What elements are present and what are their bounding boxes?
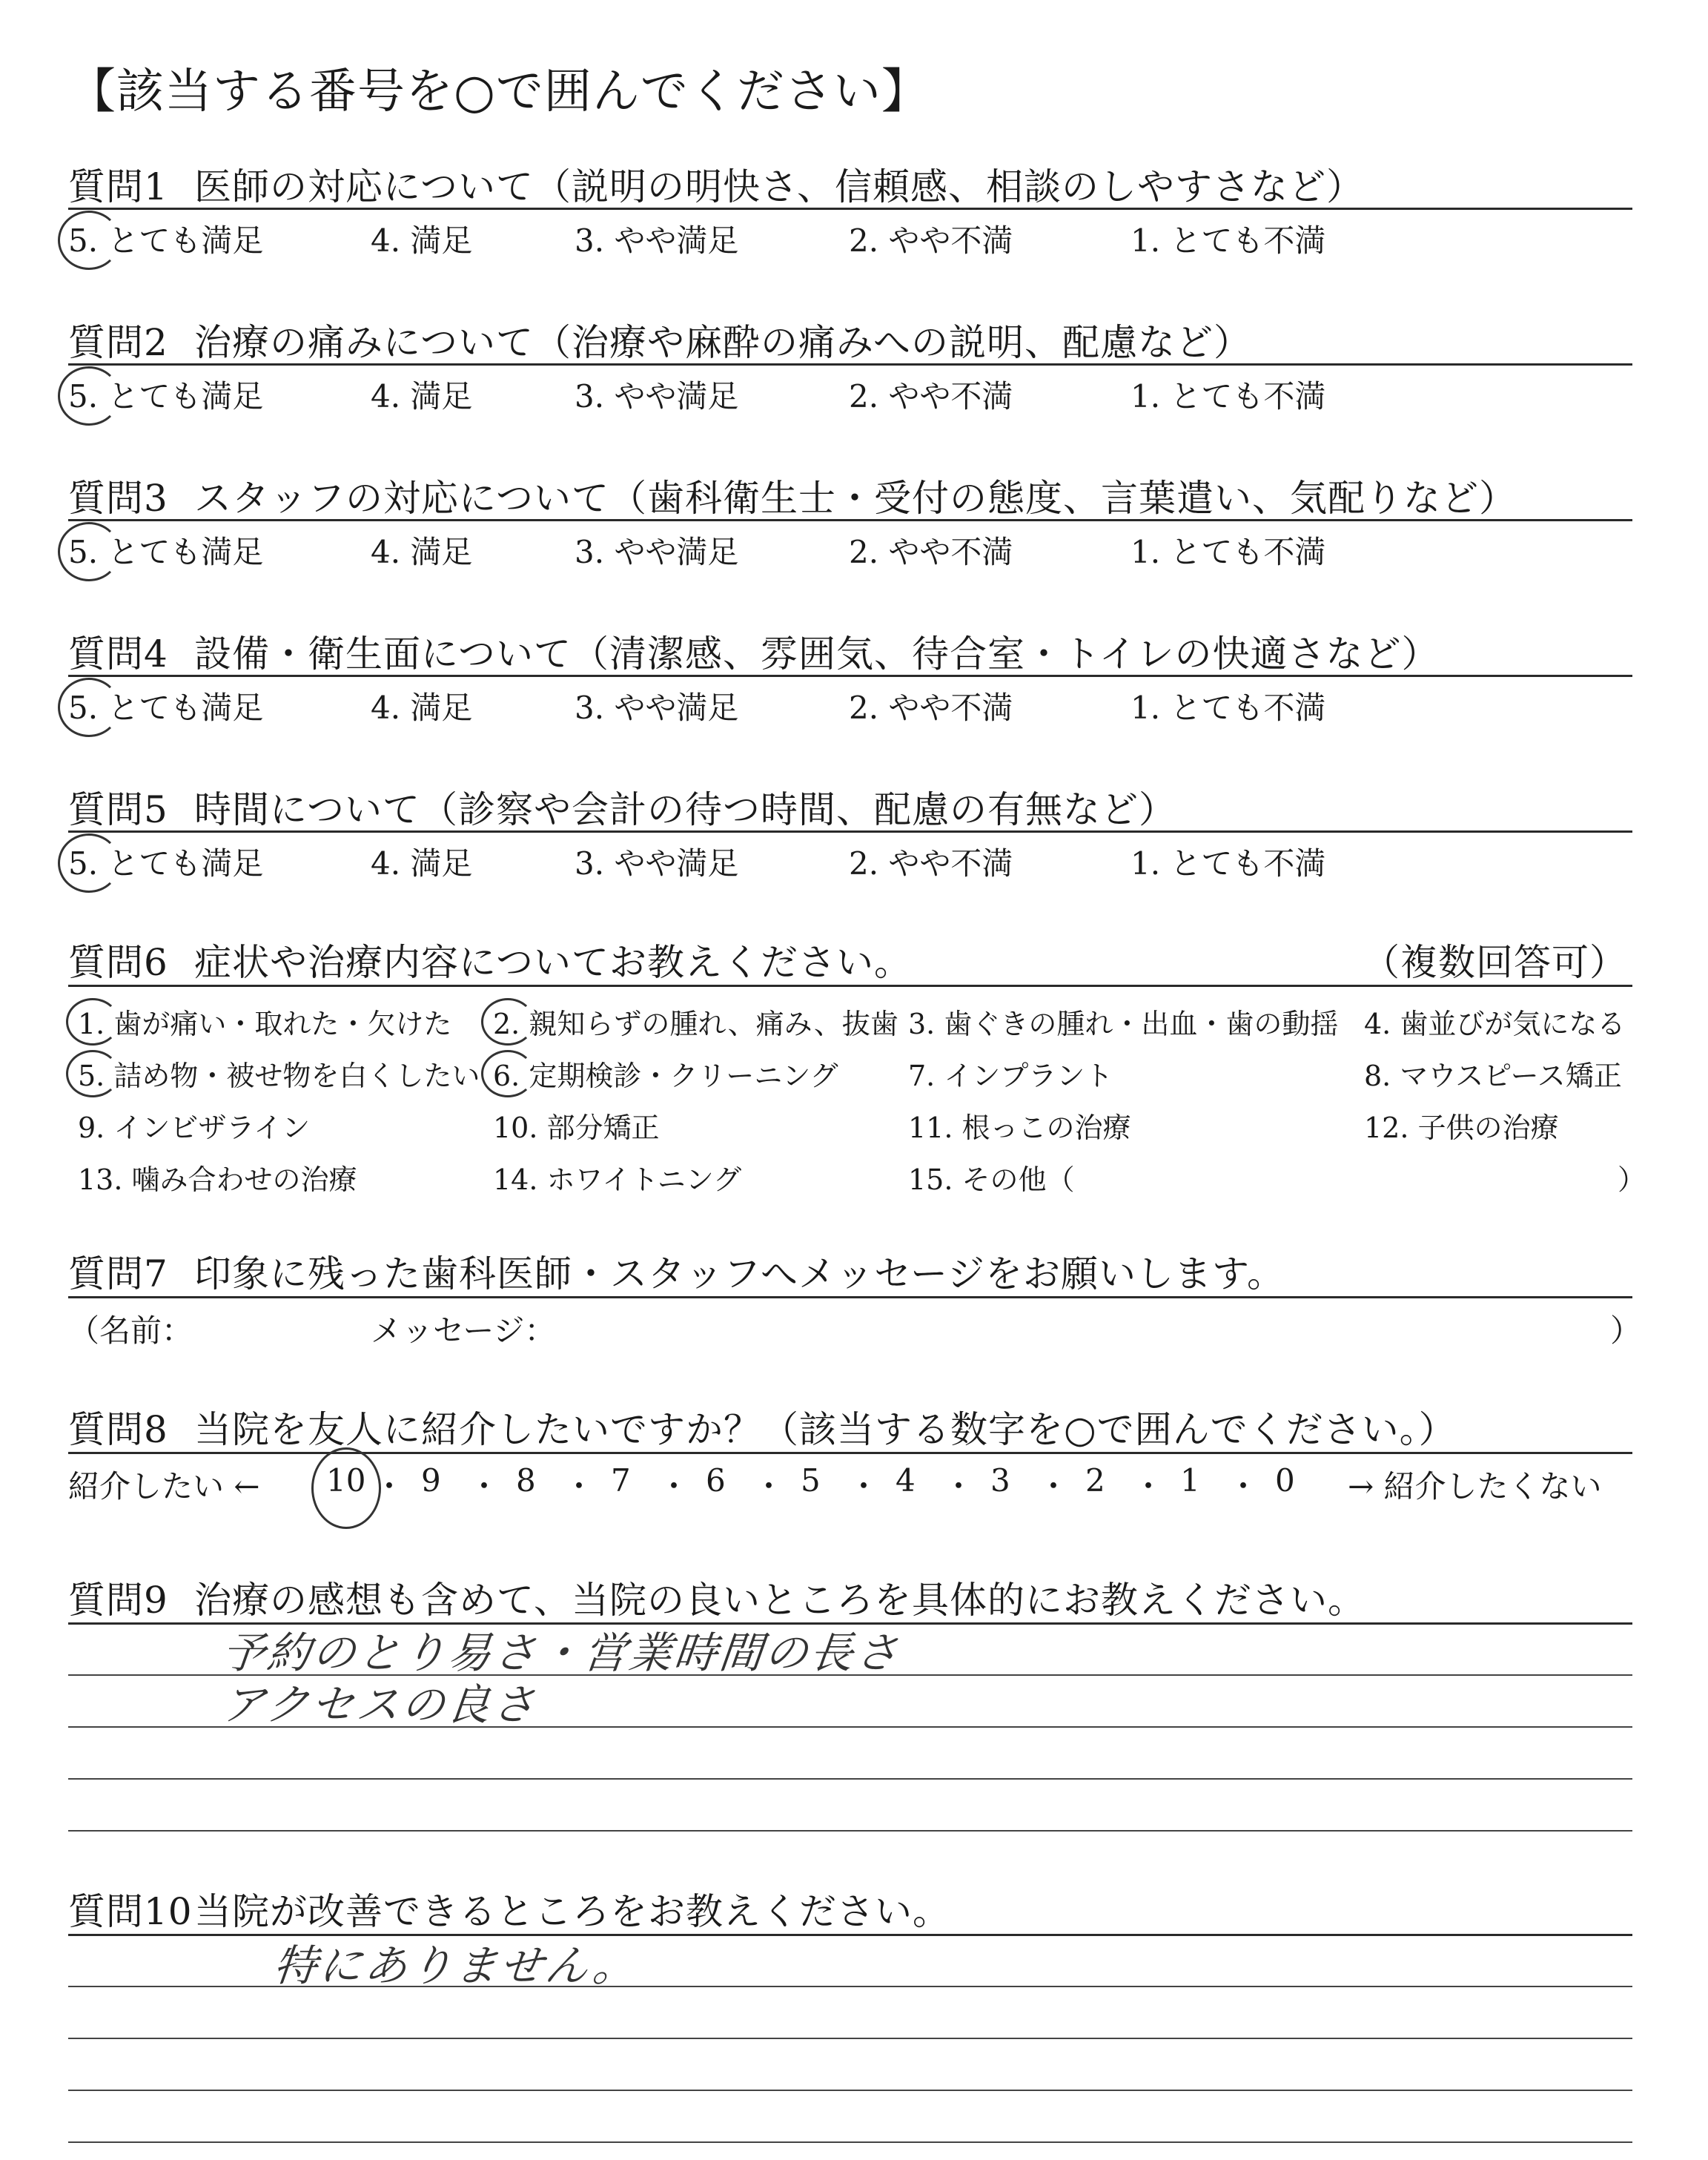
q5-option-2[interactable]: 2. やや不満	[849, 845, 1013, 882]
q6-option-10[interactable]: 10. 部分矯正	[493, 1112, 660, 1144]
q3-option-5[interactable]: 5. とても満足	[68, 534, 264, 570]
q9-line-5	[68, 1830, 1632, 1832]
q1-label: 質問1	[68, 165, 168, 208]
q9-answer-line-1: 予約のとり易さ・営業時間の長さ	[219, 1628, 904, 1678]
q1-option-3[interactable]: 3. やや満足	[575, 222, 739, 259]
q4-label: 質問4	[68, 633, 168, 676]
q3-rule	[68, 519, 1632, 521]
q7-label: 質問7	[68, 1252, 168, 1295]
q2-option-3[interactable]: 3. やや満足	[575, 378, 739, 415]
q2-label: 質問2	[68, 321, 168, 364]
q6-selection-circle-2	[481, 998, 534, 1046]
q10-answer-line-1: 特にありません。	[271, 1941, 641, 1991]
q4-option-4[interactable]: 4. 満足	[371, 690, 473, 726]
q2-option-1[interactable]: 1. とても不満	[1131, 378, 1326, 415]
q9-answer-line-2: アクセスの良さ	[219, 1680, 540, 1730]
q6-other-close: ）	[1618, 1163, 1646, 1196]
q1-rule	[68, 208, 1632, 210]
q8-scale-dot: ・	[658, 1468, 690, 1505]
q2-option-5[interactable]: 5. とても満足	[68, 378, 264, 415]
q5-text: 時間について（診察や会計の待つ時間、配慮の有無など）	[194, 788, 1176, 831]
q4-text: 設備・衛生面について（清潔感、雰囲気、待合室・トイレの快適さなど）	[194, 633, 1440, 676]
q3-heading	[68, 469, 1517, 522]
q6-option-9[interactable]: 9. インビザライン	[78, 1112, 311, 1144]
q1-option-1[interactable]: 1. とても不満	[1131, 222, 1326, 259]
q8-scale-dot: ・	[848, 1468, 880, 1505]
q5-option-5[interactable]: 5. とても満足	[68, 845, 264, 882]
q9-text: 治療の感想も含めて、当院の良いところを具体的にお教えください。	[194, 1579, 1366, 1622]
q7-heading	[68, 1244, 1285, 1298]
q6-option-12[interactable]: 12. 子供の治療	[1364, 1112, 1559, 1144]
q7-rule	[68, 1296, 1632, 1298]
q6-option-7[interactable]: 7. インプラント	[908, 1060, 1113, 1092]
q6-label: 質問6	[68, 941, 168, 984]
page-title: 【該当する番号を○で囲んでください】	[68, 65, 930, 119]
q8-text: 当院を友人に紹介したいですか？（該当する数字を○で囲んでください。）	[194, 1408, 1457, 1451]
q1-heading	[68, 157, 1364, 211]
q4-rule	[68, 675, 1632, 677]
q2-rule	[68, 363, 1632, 366]
q6-option-11[interactable]: 11. 根っこの治療	[908, 1112, 1131, 1144]
q3-option-1[interactable]: 1. とても不満	[1131, 534, 1326, 570]
q6-heading	[68, 933, 912, 986]
q5-label: 質問5	[68, 788, 168, 831]
q8-selection-circle	[311, 1447, 381, 1529]
q8-scale-3[interactable]: 3	[990, 1462, 1010, 1499]
q3-label: 質問3	[68, 477, 168, 520]
q5-option-1[interactable]: 1. とても不満	[1131, 845, 1326, 882]
q8-scale-5[interactable]: 5	[801, 1462, 821, 1499]
q6-option-13[interactable]: 13. 噛み合わせの治療	[78, 1163, 357, 1196]
q2-text: 治療の痛みについて（治療や麻酔の痛みへの説明、配慮など）	[194, 321, 1251, 364]
q1-text: 医師の対応について（説明の明快さ、信頼感、相談のしやすさなど）	[194, 165, 1364, 208]
q1-option-5[interactable]: 5. とても満足	[68, 222, 264, 259]
q6-option-14[interactable]: 14. ホワイトニング	[493, 1163, 742, 1196]
q4-option-5[interactable]: 5. とても満足	[68, 690, 264, 726]
q8-label: 質問8	[68, 1408, 168, 1451]
q8-right-label: → 紹介したくない	[1348, 1468, 1602, 1505]
q5-selection-circle	[58, 833, 120, 893]
q7-name-label: （名前：	[68, 1312, 193, 1349]
q8-heading	[68, 1400, 1457, 1453]
q3-selection-circle	[58, 522, 120, 581]
q8-scale-dot: ・	[753, 1468, 785, 1505]
q2-heading	[68, 313, 1251, 366]
q6-option-15[interactable]: 15. その他（	[908, 1163, 1075, 1196]
q6-option-3[interactable]: 3. 歯ぐきの腫れ・出血・歯の動揺	[908, 1008, 1339, 1040]
q6-option-4[interactable]: 4. 歯並びが気になる	[1364, 1008, 1626, 1040]
q1-selection-circle	[58, 211, 120, 270]
q2-selection-circle	[58, 366, 120, 426]
q10-text: 当院が改善できるところをお教えください。	[194, 1890, 950, 1933]
q5-option-4[interactable]: 4. 満足	[371, 845, 473, 882]
q8-scale-10[interactable]: 10	[326, 1462, 366, 1499]
q8-scale-1[interactable]: 1	[1180, 1462, 1200, 1499]
q3-option-2[interactable]: 2. やや不満	[849, 534, 1013, 570]
q5-option-3[interactable]: 3. やや満足	[575, 845, 739, 882]
q6-rule	[68, 985, 1632, 987]
q6-option-1[interactable]: 1. 歯が痛い・取れた・欠けた	[78, 1008, 452, 1040]
q6-selection-circle-1	[66, 998, 119, 1046]
q1-option-4[interactable]: 4. 満足	[371, 222, 473, 259]
q6-note: （複数回答可）	[1363, 941, 1627, 984]
q9-line-4	[68, 1778, 1632, 1780]
q6-selection-circle-6	[481, 1050, 534, 1097]
q5-rule	[68, 830, 1632, 833]
q6-text: 症状や治療内容についてお教えください。	[194, 941, 912, 984]
q7-message-label: メッセージ：	[371, 1312, 556, 1349]
q8-scale-dot: ・	[374, 1468, 406, 1505]
q10-label: 質問10	[68, 1890, 193, 1933]
q10-line-3	[68, 2038, 1632, 2039]
q8-scale-8[interactable]: 8	[516, 1462, 536, 1499]
q4-option-3[interactable]: 3. やや満足	[575, 690, 739, 726]
q8-scale-dot: ・	[469, 1468, 500, 1505]
q10-heading	[68, 1882, 950, 1935]
q9-label: 質問9	[68, 1579, 168, 1622]
q3-text: スタッフの対応について（歯科衛生士・受付の態度、言葉遣い、気配りなど）	[194, 477, 1517, 520]
q7-text: 印象に残った歯科医師・スタッフへメッセージをお願いします。	[194, 1252, 1285, 1295]
q2-option-2[interactable]: 2. やや不満	[849, 378, 1013, 415]
q10-line-4	[68, 2090, 1632, 2091]
q6-option-5[interactable]: 5. 詰め物・被せ物を白くしたい	[78, 1060, 480, 1092]
q8-scale-dot: ・	[1228, 1468, 1260, 1505]
q3-option-4[interactable]: 4. 満足	[371, 534, 473, 570]
q8-scale-dot: ・	[943, 1468, 975, 1505]
q8-scale-dot: ・	[1038, 1468, 1070, 1505]
q8-scale-0[interactable]: 0	[1275, 1462, 1295, 1499]
q6-option-2[interactable]: 2. 親知らずの腫れ、痛み、抜歯	[493, 1008, 898, 1040]
q4-heading	[68, 624, 1440, 678]
q8-scale-4[interactable]: 4	[896, 1462, 916, 1499]
q5-heading	[68, 780, 1176, 833]
q8-scale-7[interactable]: 7	[611, 1462, 631, 1499]
q10-line-5	[68, 2141, 1632, 2143]
q1-option-2[interactable]: 2. やや不満	[849, 222, 1013, 259]
q8-scale-9[interactable]: 9	[421, 1462, 441, 1499]
q2-option-4[interactable]: 4. 満足	[371, 378, 473, 415]
q6-option-8[interactable]: 8. マウスピース矯正	[1364, 1060, 1622, 1092]
q8-left-label: 紹介したい ←	[68, 1468, 260, 1505]
q7-close-paren: ）	[1610, 1312, 1642, 1349]
q8-scale-6[interactable]: 6	[706, 1462, 726, 1499]
q4-selection-circle	[58, 678, 120, 737]
q8-rule	[68, 1452, 1632, 1454]
q4-option-2[interactable]: 2. やや不満	[849, 690, 1013, 726]
q4-option-1[interactable]: 1. とても不満	[1131, 690, 1326, 726]
q8-scale-dot: ・	[563, 1468, 595, 1505]
q8-scale-2[interactable]: 2	[1085, 1462, 1105, 1499]
q6-selection-circle-5	[66, 1050, 119, 1097]
q3-option-3[interactable]: 3. やや満足	[575, 534, 739, 570]
q9-heading	[68, 1571, 1366, 1624]
q8-scale-dot: ・	[1133, 1468, 1165, 1505]
q6-option-6[interactable]: 6. 定期検診・クリーニング	[493, 1060, 838, 1092]
